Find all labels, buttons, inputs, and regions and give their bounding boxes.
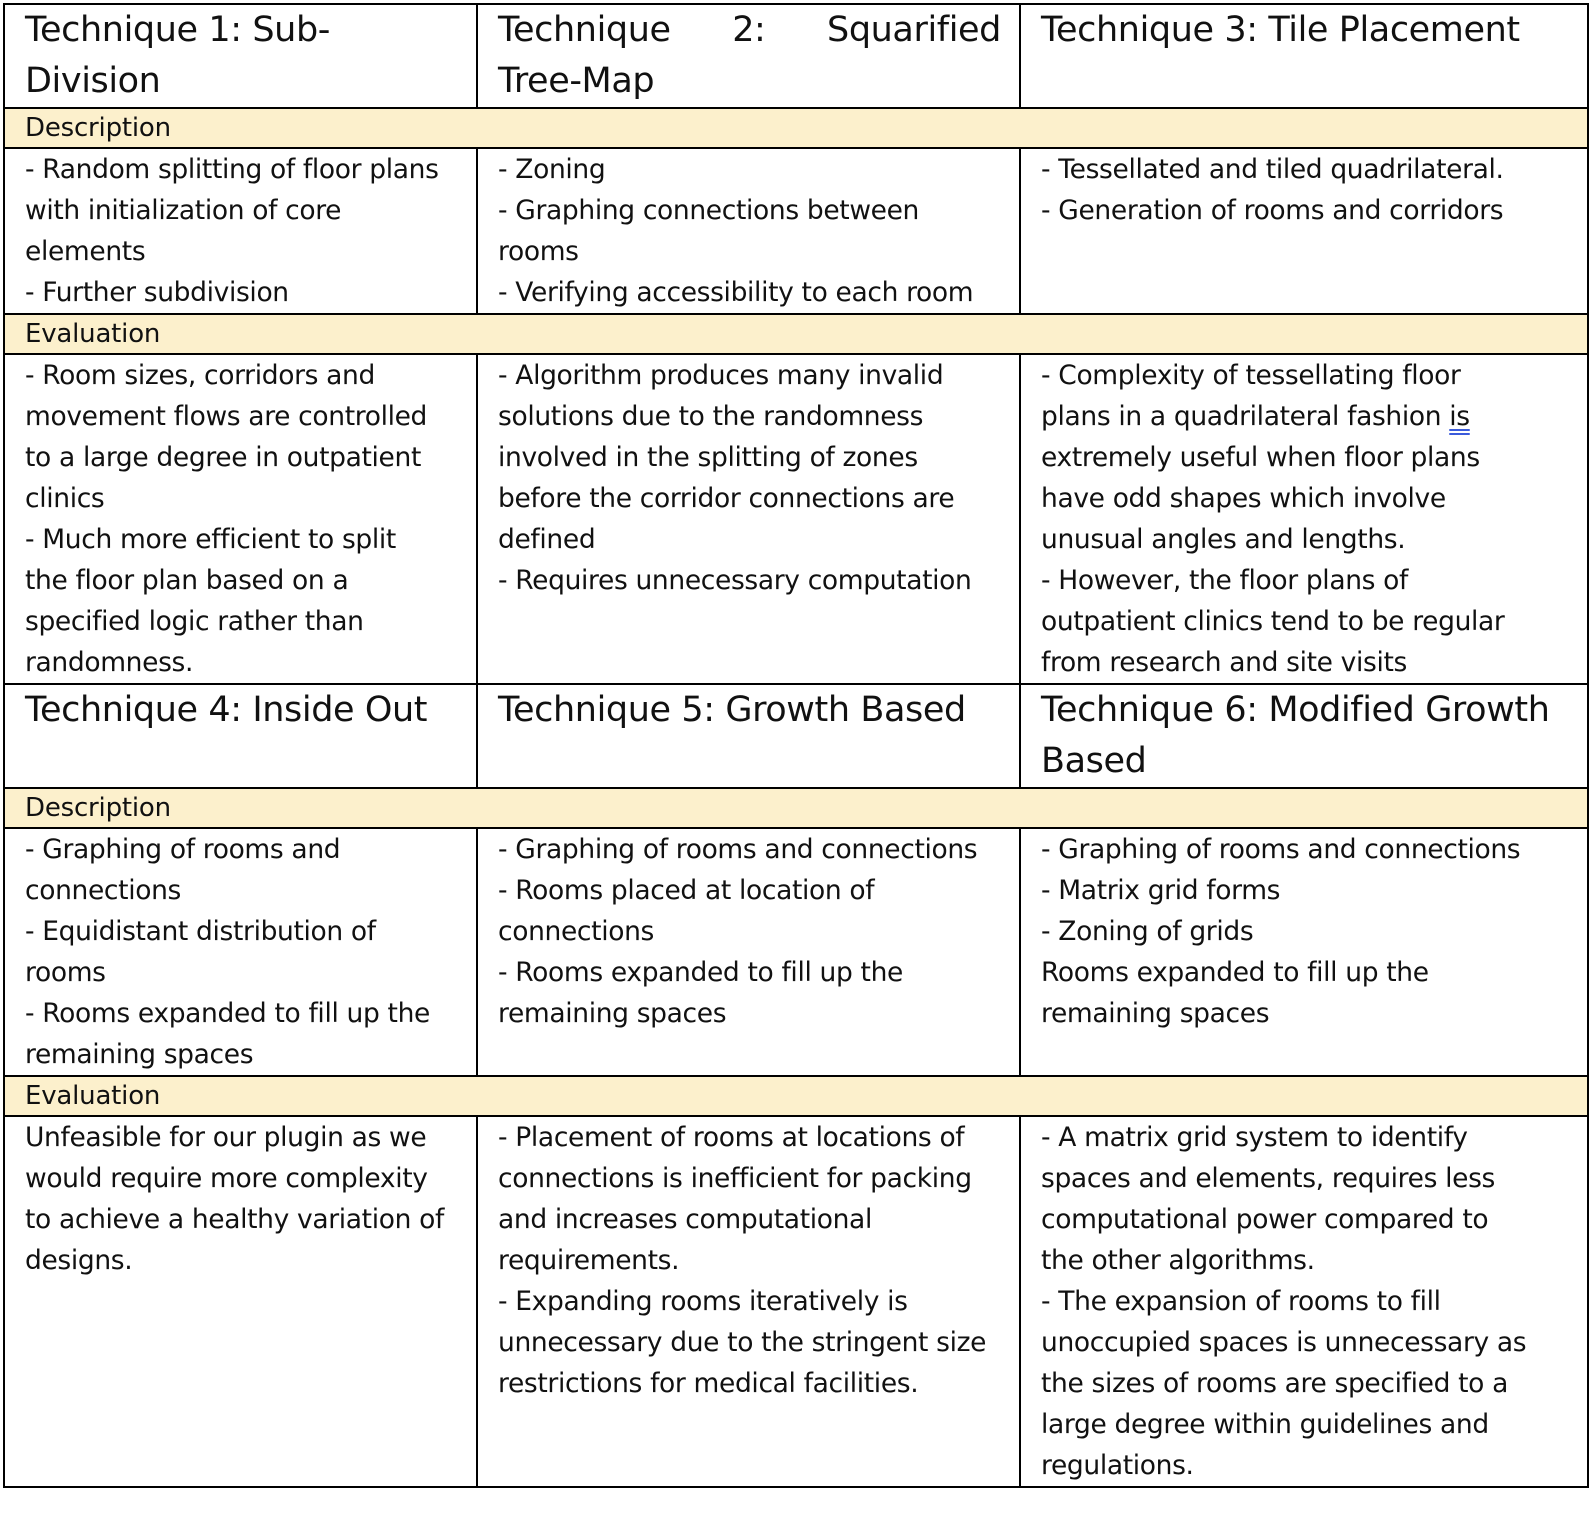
section-label-description: Description — [4, 788, 1588, 828]
text-line: connections is inefficient for packing — [498, 1163, 972, 1194]
text-line: - Graphing of rooms and — [25, 834, 341, 865]
text-fragment: plans in a quadrilateral fashion — [1041, 401, 1450, 432]
text-line: - Equidistant distribution of — [25, 916, 376, 947]
evaluation-cell-technique-2 — [477, 354, 1020, 684]
text-line: large degree within guidelines and — [1041, 1409, 1489, 1440]
technique-title-4: Technique 4: Inside Out — [4, 684, 477, 788]
text-line: connections — [25, 875, 181, 906]
section-header-row — [4, 314, 1588, 354]
text-line: - Graphing connections between — [498, 195, 920, 226]
text-line: elements — [25, 236, 146, 267]
text-line: - Zoning of grids — [1041, 916, 1254, 947]
text-line: - Room sizes, corridors and — [25, 360, 375, 391]
text-line: and increases computational — [498, 1204, 872, 1235]
text-line: - Verifying accessibility to each room — [498, 277, 974, 308]
text-line: Unfeasible for our plugin as we — [25, 1122, 427, 1153]
text-line: - Placement of rooms at locations of — [498, 1122, 965, 1153]
text-line: randomness. — [25, 647, 194, 678]
technique-title-2: Technique 2: Squarified Tree-Map — [477, 4, 1020, 108]
technique-comparison-table — [3, 3, 1589, 1488]
description-cell-technique-3 — [1020, 148, 1588, 314]
text-line: unnecessary due to the stringent size — [498, 1327, 987, 1358]
text-line: clinics — [25, 483, 105, 514]
text-line: solutions due to the randomness — [498, 401, 924, 432]
text-line: with initialization of core — [25, 195, 342, 226]
text-line — [1041, 396, 1569, 437]
text-line: remaining spaces — [25, 1039, 254, 1070]
text-line: - The expansion of rooms to fill — [1041, 1286, 1441, 1317]
evaluation-cell-technique-5 — [477, 1116, 1020, 1487]
text-line: would require more complexity — [25, 1163, 428, 1194]
text-line: movement flows are controlled — [25, 401, 428, 432]
technique-title-1: Technique 1: Sub-Division — [4, 4, 477, 108]
text-line: outpatient clinics tend to be regular — [1041, 606, 1505, 637]
text-line: before the corridor connections are — [498, 483, 955, 514]
text-line: remaining spaces — [1041, 998, 1270, 1029]
evaluation-cell-technique-6 — [1020, 1116, 1588, 1487]
description-cell-technique-5 — [477, 828, 1020, 1076]
description-cell-technique-2 — [477, 148, 1020, 314]
grammar-suggestion-underline[interactable]: is — [1449, 401, 1470, 432]
description-row — [4, 148, 1588, 314]
text-line: - Graphing of rooms and connections — [498, 834, 978, 865]
evaluation-row — [4, 1116, 1588, 1487]
text-line: remaining spaces — [498, 998, 727, 1029]
technique-title-6: Technique 6: Modified Growth Based — [1020, 684, 1588, 788]
text-line: Rooms expanded to fill up the — [1041, 957, 1429, 988]
section-label-description: Description — [4, 108, 1588, 148]
description-cell-technique-1 — [4, 148, 477, 314]
section-header-row — [4, 788, 1588, 828]
text-line: - Tessellated and tiled quadrilateral. — [1041, 154, 1504, 185]
text-line: rooms — [25, 957, 106, 988]
text-line: regulations. — [1041, 1450, 1194, 1481]
description-row — [4, 828, 1588, 1076]
technique-title-5: Technique 5: Growth Based — [477, 684, 1020, 788]
text-line: from research and site visits — [1041, 647, 1407, 678]
text-line: involved in the splitting of zones — [498, 442, 918, 473]
technique-title-3: Technique 3: Tile Placement — [1020, 4, 1588, 108]
text-line: - Further subdivision — [25, 277, 289, 308]
text-line: to achieve a healthy variation of — [25, 1204, 444, 1235]
text-line: - Generation of rooms and corridors — [1041, 195, 1504, 226]
text-line: - Much more efficient to split — [25, 524, 396, 555]
evaluation-cell-technique-3 — [1020, 354, 1588, 684]
description-cell-technique-6 — [1020, 828, 1588, 1076]
text-line: - Expanding rooms iteratively is — [498, 1286, 908, 1317]
text-line: the floor plan based on a — [25, 565, 349, 596]
text-line: rooms — [498, 236, 579, 267]
text-line: designs. — [25, 1245, 133, 1276]
evaluation-cell-technique-4 — [4, 1116, 477, 1487]
text-line: computational power compared to — [1041, 1204, 1489, 1235]
text-line: the sizes of rooms are specified to a — [1041, 1368, 1508, 1399]
text-line: - Rooms expanded to fill up the — [25, 998, 430, 1029]
technique-title-row — [4, 684, 1588, 788]
text-line: - Graphing of rooms and connections — [1041, 834, 1521, 865]
text-line: - Matrix grid forms — [1041, 875, 1281, 906]
text-line: extremely useful when floor plans — [1041, 442, 1480, 473]
text-line: - Algorithm produces many invalid — [498, 360, 944, 391]
technique-title-row — [4, 4, 1588, 108]
text-line: to a large degree in outpatient — [25, 442, 421, 473]
text-line: connections — [498, 916, 654, 947]
text-line: restrictions for medical facilities. — [498, 1368, 919, 1399]
text-line: - Complexity of tessellating floor — [1041, 360, 1461, 391]
text-line: specified logic rather than — [25, 606, 364, 637]
text-line: unoccupied spaces is unnecessary as — [1041, 1327, 1527, 1358]
text-line: - Random splitting of floor plans — [25, 154, 439, 185]
text-line: - Rooms placed at location of — [498, 875, 875, 906]
text-line: have odd shapes which involve — [1041, 483, 1446, 514]
section-label-evaluation: Evaluation — [4, 1076, 1588, 1116]
section-label-evaluation: Evaluation — [4, 314, 1588, 354]
document-page — [3, 3, 1589, 1488]
evaluation-cell-technique-1 — [4, 354, 477, 684]
section-header-row — [4, 108, 1588, 148]
text-line: the other algorithms. — [1041, 1245, 1315, 1276]
section-header-row — [4, 1076, 1588, 1116]
text-line: unusual angles and lengths. — [1041, 524, 1406, 555]
text-line: - Rooms expanded to fill up the — [498, 957, 903, 988]
evaluation-row — [4, 354, 1588, 684]
text-line: spaces and elements, requires less — [1041, 1163, 1495, 1194]
text-line: - Requires unnecessary computation — [498, 565, 972, 596]
text-line: - Zoning — [498, 154, 606, 185]
text-line: - A matrix grid system to identify — [1041, 1122, 1468, 1153]
text-line: defined — [498, 524, 596, 555]
description-cell-technique-4 — [4, 828, 477, 1076]
text-line: requirements. — [498, 1245, 680, 1276]
text-line: - However, the floor plans of — [1041, 565, 1409, 596]
